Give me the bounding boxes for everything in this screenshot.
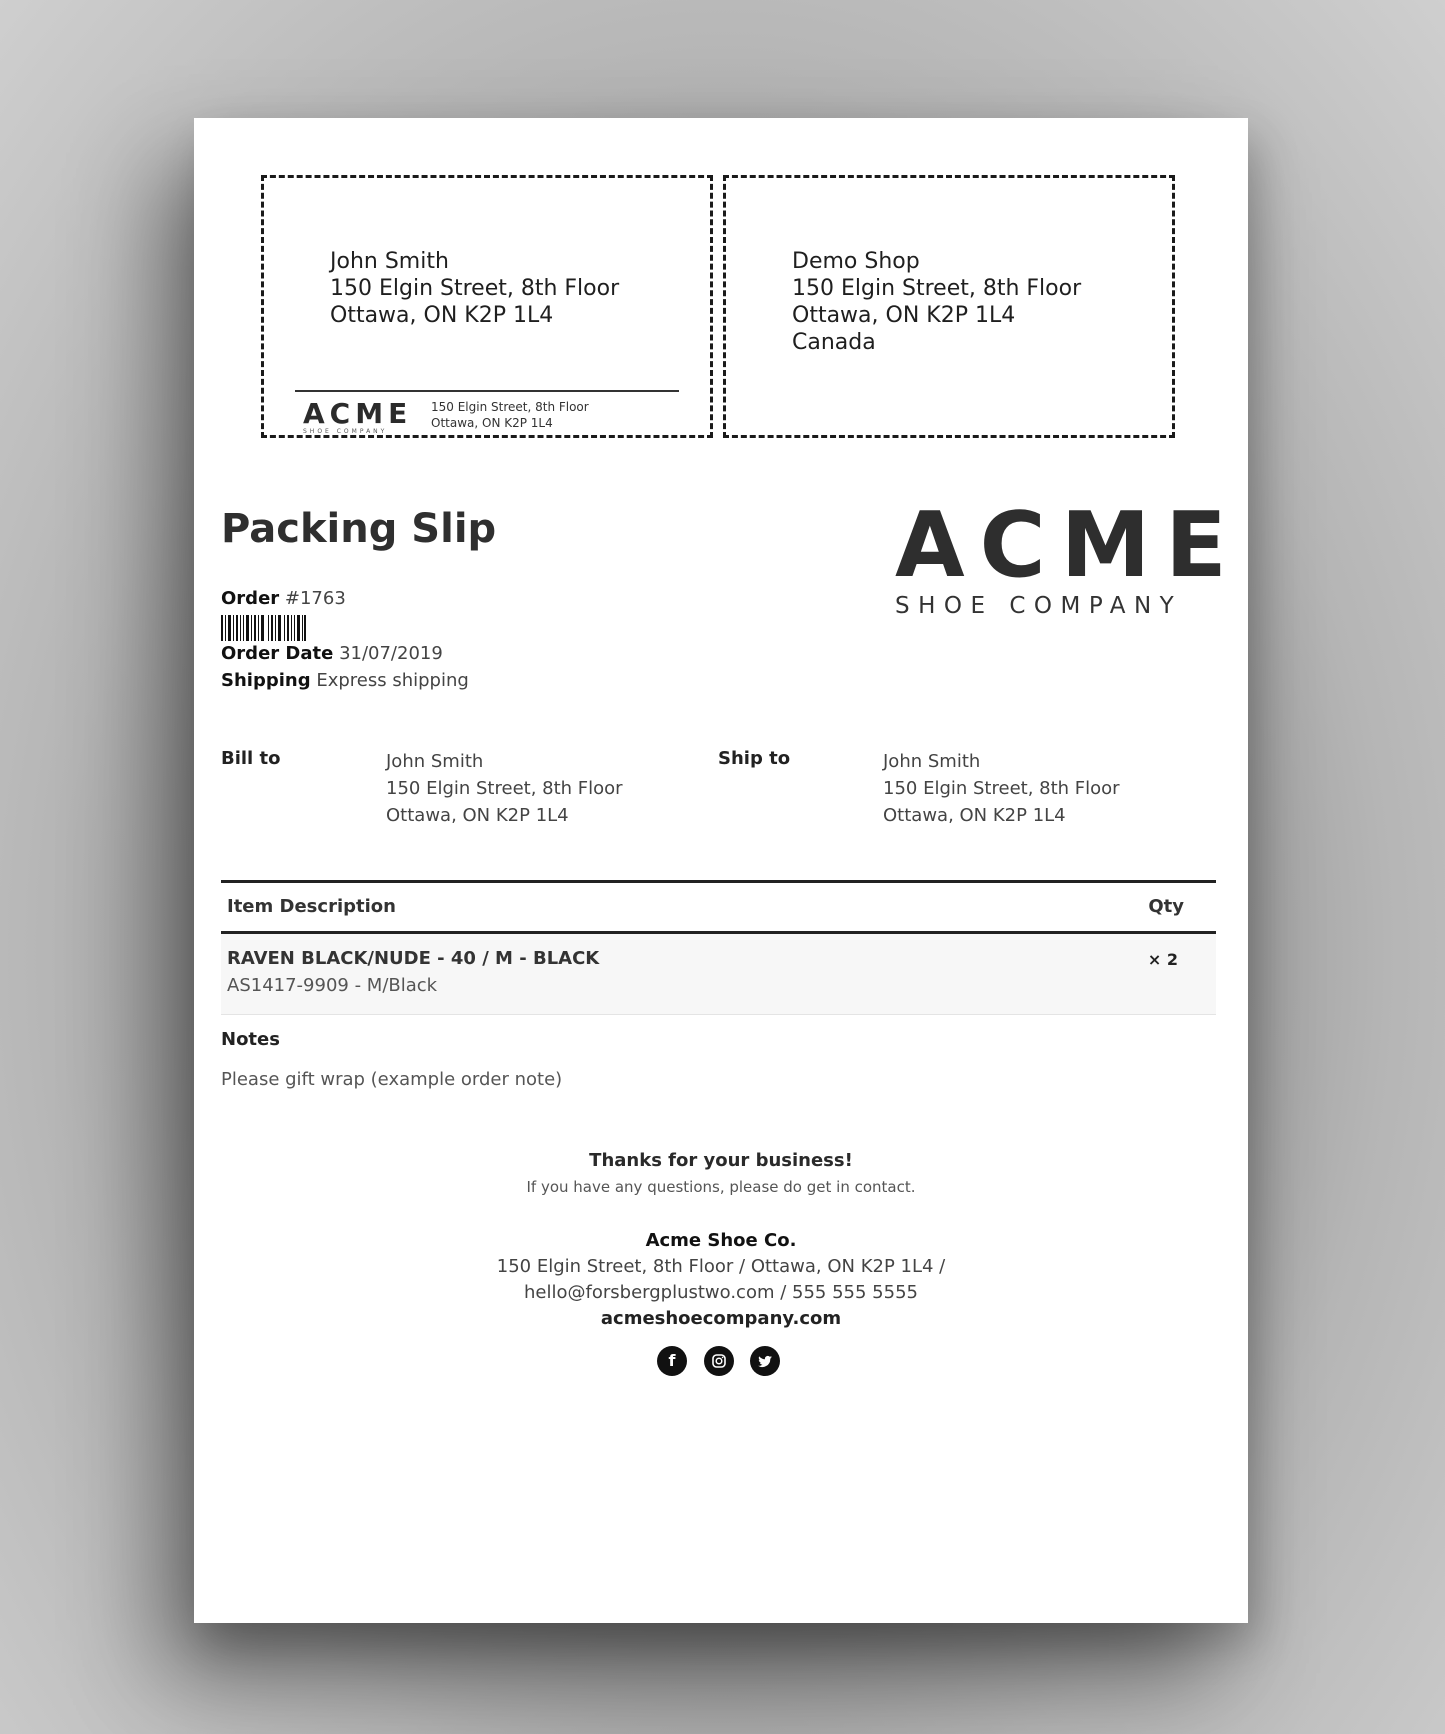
company-name: Acme Shoe Co. [645,1230,797,1251]
packing-slip-page [194,118,1248,1623]
social-links [657,1346,785,1380]
shipping-value: Express shipping [316,670,469,691]
column-header-description: Item Description [227,896,396,917]
divider [295,390,679,392]
address-line: 150 Elgin Street, 8th Floor [330,276,620,301]
address-line: Ottawa, ON K2P 1L4 [792,303,1016,328]
logo-tagline: SHOE COMPANY [895,593,1183,619]
order-number [221,588,346,609]
notes-text: Please gift wrap (example order note) [221,1069,563,1090]
contact-prompt: If you have any questions, please do get in contact. [526,1178,916,1196]
address-line: 150 Elgin Street, 8th Floor [883,778,1120,799]
table-header [221,880,1216,934]
address-line: 150 Elgin Street, 8th Floor [431,400,589,414]
table-row [221,934,1216,1015]
shipping-method [221,670,469,691]
address-line: Canada [792,330,876,355]
ship-to-address [883,748,1120,829]
label-recipient-address [330,248,619,329]
page-title: Packing Slip [221,506,497,552]
company-logo [895,493,1242,619]
ship-to-heading: Ship to [718,748,791,769]
company-website[interactable]: acmeshoecompany.com [600,1308,842,1329]
label-sender-address [792,248,1081,356]
shipping-label-sender [723,175,1175,438]
address-line: 150 Elgin Street, 8th Floor [792,276,1082,301]
address-line: Ottawa, ON K2P 1L4 [431,416,553,430]
barcode-icon [221,615,306,641]
instagram-icon[interactable] [704,1346,734,1376]
items-table [221,880,1216,1015]
order-date-value: 31/07/2019 [339,643,443,664]
logo-tagline: SHOE COMPANY [303,428,388,435]
facebook-icon[interactable]: f [657,1346,687,1376]
address-line: Ottawa, ON K2P 1L4 [883,805,1066,826]
order-date [221,643,443,664]
logo-wordmark: ACME [895,493,1242,598]
address-line: 150 Elgin Street, 8th Floor [386,778,623,799]
return-logo [303,397,413,435]
address-line: Demo Shop [792,249,920,274]
address-line: John Smith [330,249,449,274]
address-line: Ottawa, ON K2P 1L4 [386,805,569,826]
address-line: John Smith [386,751,484,772]
return-address [431,399,589,431]
order-date-label: Order Date [221,643,334,664]
item-sku: AS1417-9909 - M/Black [227,975,438,996]
logo-wordmark: ACME [303,397,413,430]
twitter-icon[interactable] [750,1346,780,1376]
instagram-glyph [704,1346,734,1376]
bill-to-heading: Bill to [221,748,281,769]
shipping-label: Shipping [221,670,311,691]
order-label: Order [221,588,280,609]
company-contact: hello@forsbergplustwo.com / 555 555 5555 [524,1282,918,1303]
order-number-value: #1763 [284,588,346,609]
company-address: 150 Elgin Street, 8th Floor / Ottawa, ON K2P 1L4 / [496,1256,946,1277]
column-header-qty: Qty [1148,896,1184,917]
address-line: John Smith [883,751,981,772]
thanks-message: Thanks for your business! [589,1150,853,1171]
address-line: Ottawa, ON K2P 1L4 [330,303,554,328]
bill-to-address [386,748,623,829]
notes-heading: Notes [221,1029,280,1050]
item-name: RAVEN BLACK/NUDE - 40 / M - BLACK [227,948,600,969]
twitter-glyph [750,1346,780,1376]
item-qty: × 2 [1147,950,1178,969]
shipping-label-recipient [261,175,713,438]
